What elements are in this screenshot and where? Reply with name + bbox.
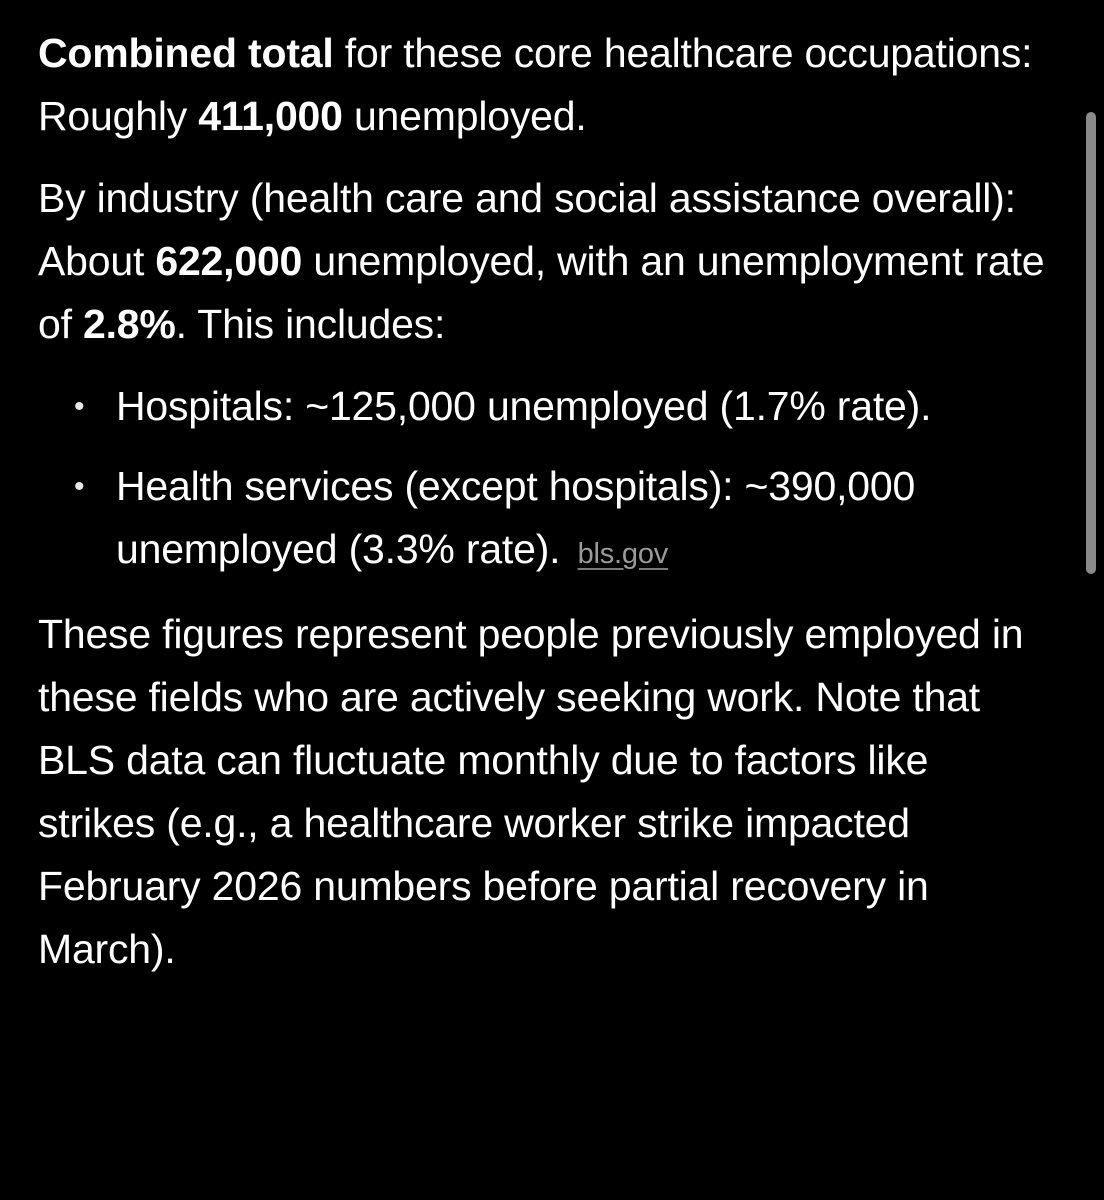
- list-item-health-services: [38, 455, 1048, 586]
- industry-paragraph: [38, 167, 1048, 356]
- list-item-text: Hospitals: ~125,000 unemployed (1.7% rate).: [116, 383, 932, 429]
- industry-text-b: unemployed, with an unemployment rate of: [38, 238, 1045, 347]
- combined-total-text-b: unemployed.: [342, 93, 587, 139]
- industry-rate: 2.8%: [83, 301, 176, 347]
- industry-text-c: . This includes:: [175, 301, 446, 347]
- message-content: [38, 22, 1048, 981]
- industry-text-a: By industry (health care and social assistance overall): About: [38, 175, 1016, 284]
- list-item-text: Health services (except hospitals): ~390,000 unemployed (3.3% rate).: [116, 463, 916, 572]
- combined-total-text-a: for these core healthcare occupations: Roughly: [38, 30, 1033, 139]
- notes-paragraph: These figures represent people previously employed in these fields who are actively seeking work. Note that BLS data can fluctuate monthly due to factors like strikes (e.g., a healthcare worker strike impacted February 2026 numbers before partial recovery in March).: [38, 611, 1024, 972]
- combined-total-label: Combined total: [38, 30, 334, 76]
- scrollbar[interactable]: [1086, 112, 1096, 1172]
- bullet-icon: •: [74, 470, 85, 503]
- source-link-bls[interactable]: bls.gov: [577, 538, 669, 570]
- industry-number: 622,000: [155, 238, 303, 284]
- bullet-icon: •: [74, 390, 85, 423]
- industry-breakdown-list: [38, 375, 1048, 586]
- combined-total-number: 411,000: [198, 93, 343, 139]
- list-item-hospitals: [38, 375, 1048, 438]
- combined-total-paragraph: [38, 22, 1048, 148]
- scrollbar-thumb[interactable]: [1086, 112, 1096, 574]
